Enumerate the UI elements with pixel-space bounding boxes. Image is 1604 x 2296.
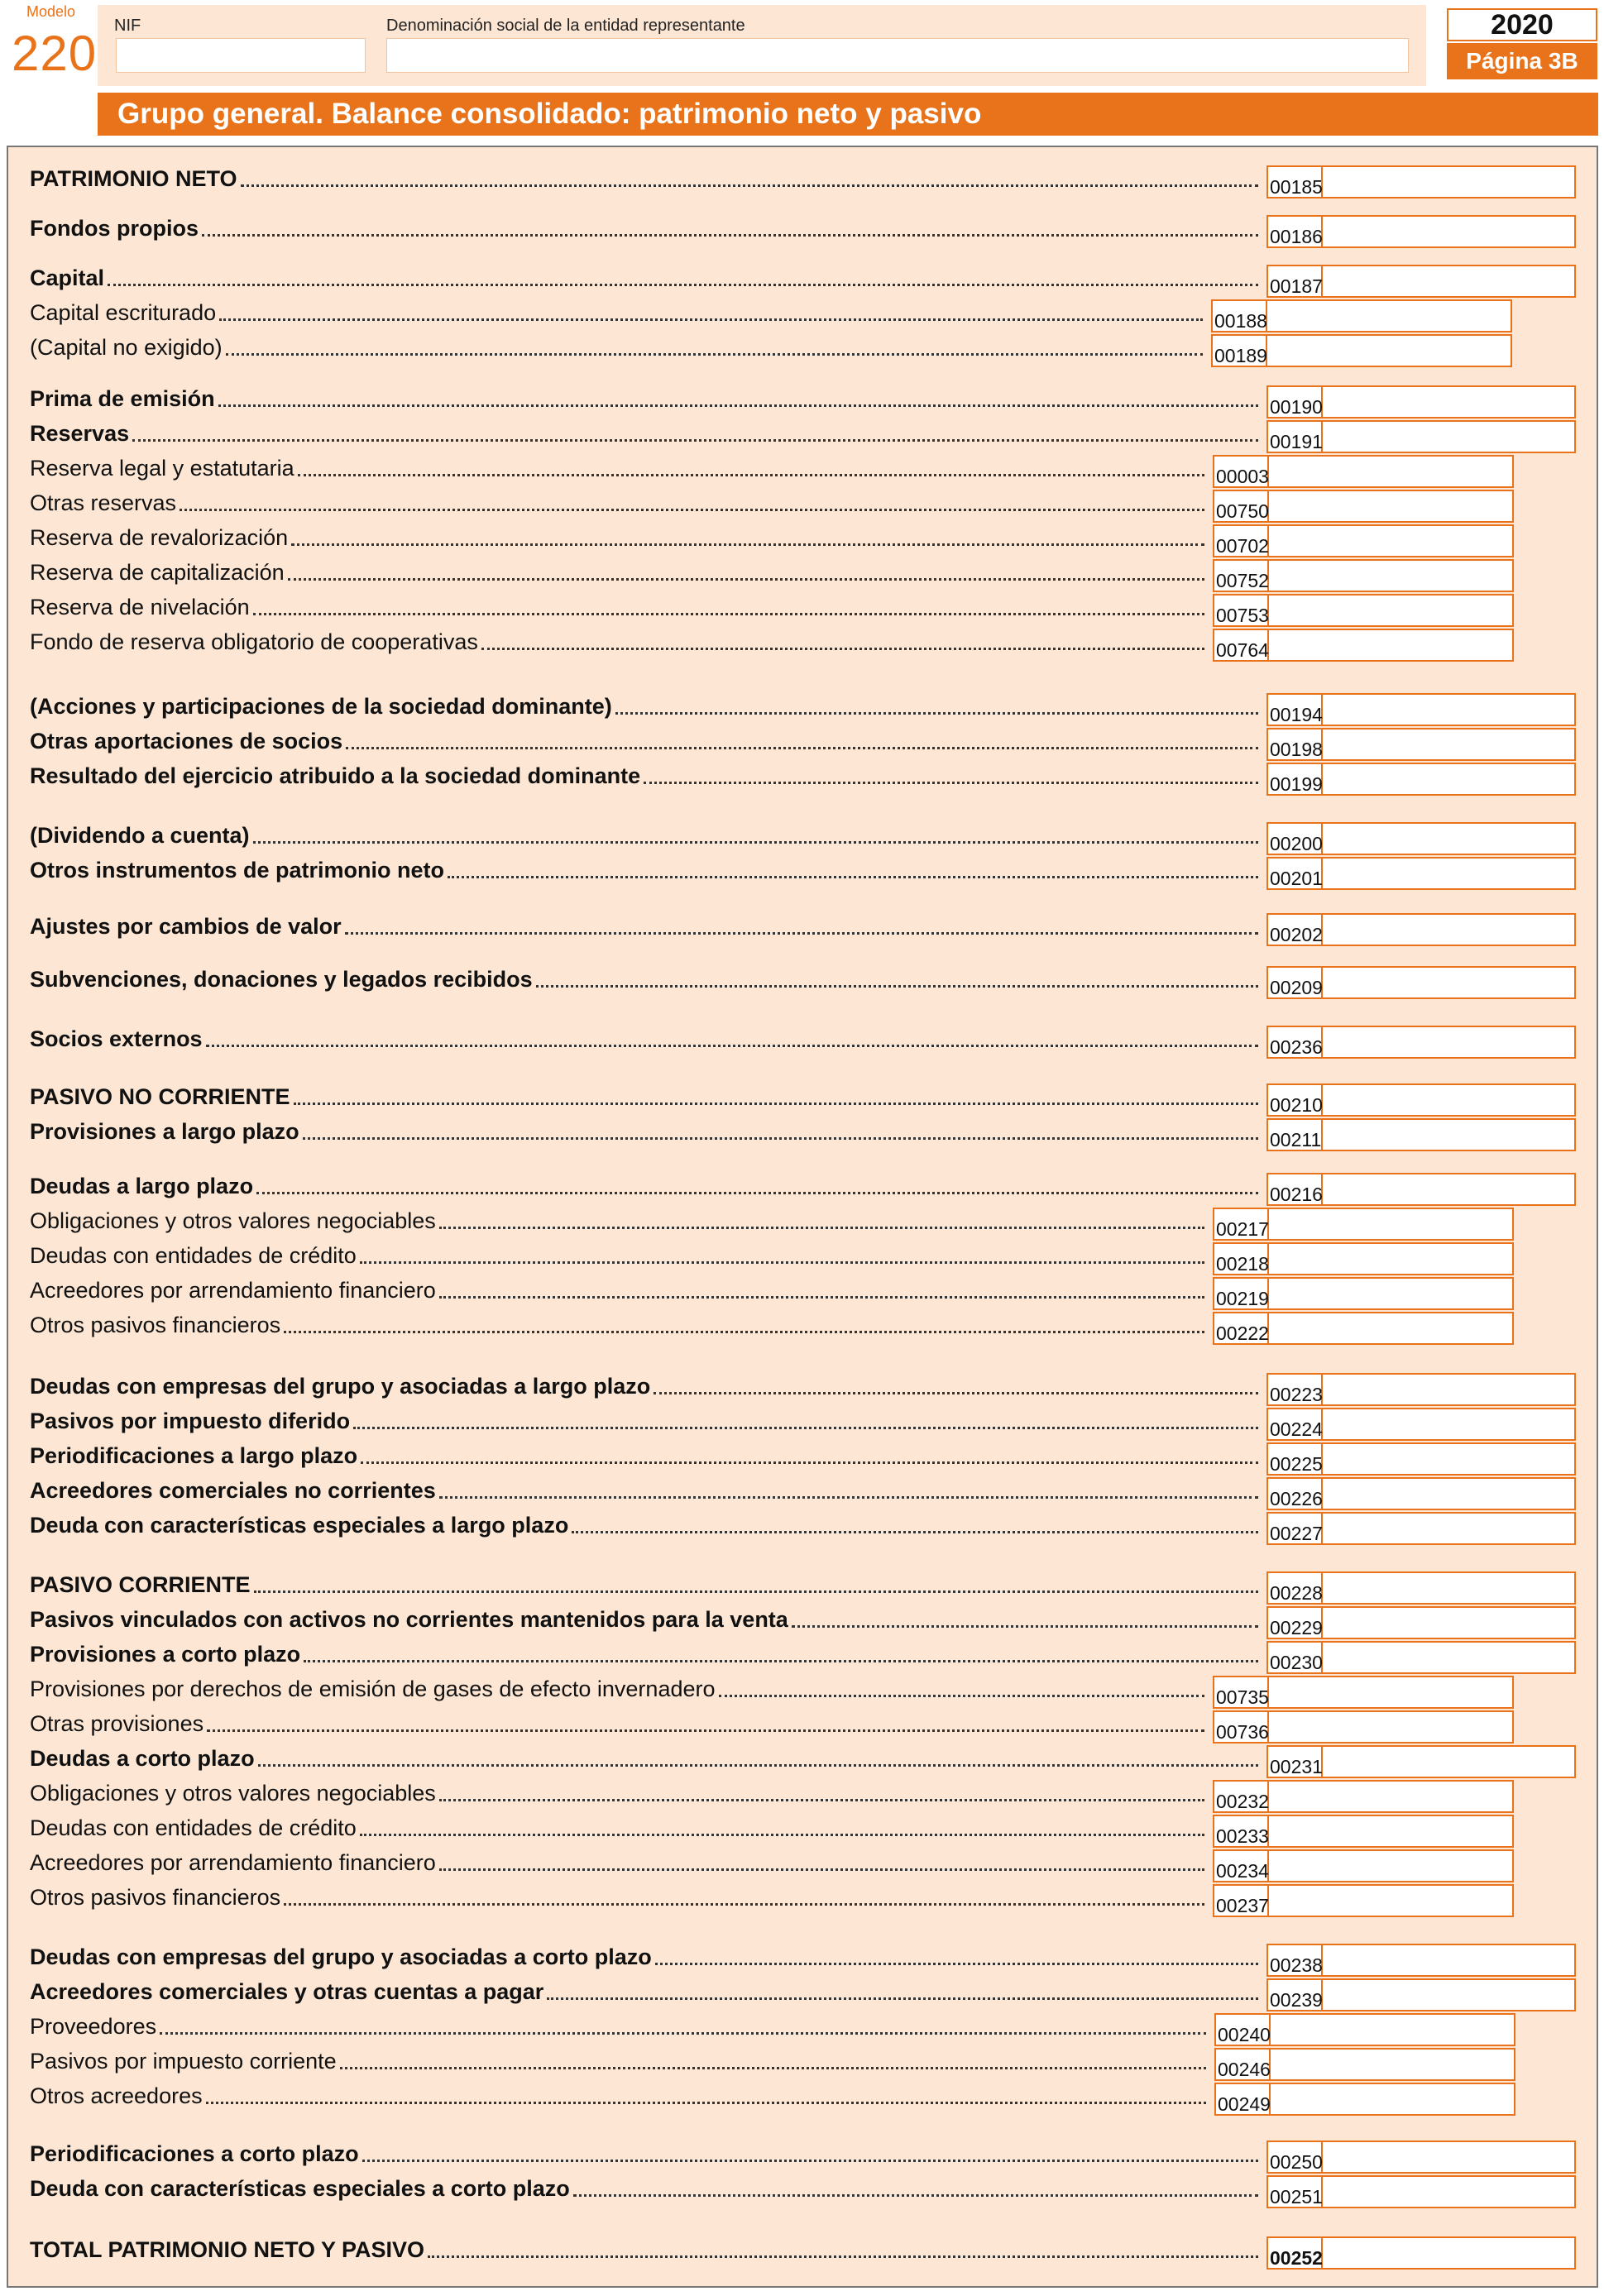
field-00216[interactable] xyxy=(1266,1173,1576,1206)
modelo-label: Modelo xyxy=(26,3,76,20)
row-label-00230 xyxy=(30,1639,1263,1669)
field-00750[interactable] xyxy=(1213,490,1514,523)
row-label-00209 xyxy=(30,964,1263,994)
row-label-00216 xyxy=(30,1171,1263,1201)
field-code: 00191 xyxy=(1268,422,1323,452)
field-00249[interactable] xyxy=(1214,2083,1515,2116)
field-code: 00702 xyxy=(1214,526,1269,556)
field-00230[interactable] xyxy=(1266,1641,1576,1674)
field-code: 00003 xyxy=(1214,457,1269,486)
field-00224[interactable] xyxy=(1266,1408,1576,1441)
dot-leader xyxy=(298,474,1204,476)
dot-leader xyxy=(218,404,1258,407)
field-00227[interactable] xyxy=(1266,1512,1576,1545)
row-label-text: Provisiones por derechos de emisión de gases de efecto invernadero xyxy=(30,1677,716,1701)
field-00194[interactable] xyxy=(1266,693,1576,726)
row-label-text: Subvenciones, donaciones y legados recibidos xyxy=(30,967,533,992)
field-00240[interactable] xyxy=(1214,2013,1515,2046)
field-00231[interactable] xyxy=(1266,1745,1576,1778)
dot-leader xyxy=(655,1963,1258,1965)
dot-leader xyxy=(481,648,1204,650)
dot-leader xyxy=(572,1531,1258,1533)
field-00211[interactable] xyxy=(1266,1118,1576,1151)
field-code: 00750 xyxy=(1214,491,1269,521)
row-label-text: Obligaciones y otros valores negociables xyxy=(30,1208,436,1233)
row-label-00217 xyxy=(30,1206,1209,1236)
row-label-text: Prima de emisión xyxy=(30,386,215,411)
dot-leader xyxy=(654,1392,1258,1394)
row-label-00238 xyxy=(30,1942,1263,1972)
row-label-00246 xyxy=(30,2046,1211,2076)
nif-label: NIF xyxy=(114,17,141,35)
field-code: 00753 xyxy=(1214,596,1269,625)
row-label-00211 xyxy=(30,1117,1263,1146)
field-00218[interactable] xyxy=(1213,1242,1514,1275)
field-code: 00238 xyxy=(1268,1945,1323,1975)
field-00223[interactable] xyxy=(1266,1373,1576,1406)
field-code: 00188 xyxy=(1213,301,1267,331)
field-code: 00251 xyxy=(1268,2177,1323,2207)
row-label-text: Pasivos por impuesto corriente xyxy=(30,2049,337,2074)
field-00735[interactable] xyxy=(1213,1676,1514,1709)
row-label-00003 xyxy=(30,453,1209,483)
dot-leader xyxy=(360,1261,1204,1264)
dot-leader xyxy=(345,932,1258,935)
field-code: 00237 xyxy=(1214,1886,1269,1916)
row-label-00190 xyxy=(30,384,1263,414)
field-00186[interactable] xyxy=(1266,215,1576,248)
row-label-text: Pasivos vinculados con activos no corrientes mantenidos para la venta xyxy=(30,1607,788,1632)
row-label-text: Periodificaciones a corto plazo xyxy=(30,2141,359,2166)
field-00233[interactable] xyxy=(1213,1815,1514,1848)
field-00201[interactable] xyxy=(1266,857,1576,890)
field-00225[interactable] xyxy=(1266,1442,1576,1476)
dot-leader xyxy=(439,1868,1204,1871)
row-label-text: Reserva legal y estatutaria xyxy=(30,456,294,481)
row-label-text: Provisiones a corto plazo xyxy=(30,1642,301,1667)
field-code: 00249 xyxy=(1216,2084,1271,2114)
row-label-text: Socios externos xyxy=(30,1026,203,1051)
row-label-text: (Dividendo a cuenta) xyxy=(30,823,250,848)
field-00252[interactable] xyxy=(1266,2236,1576,2270)
dot-leader xyxy=(108,284,1258,286)
field-code: 00736 xyxy=(1214,1712,1269,1742)
field-00238[interactable] xyxy=(1266,1944,1576,1977)
field-00190[interactable] xyxy=(1266,385,1576,419)
row-label-00191 xyxy=(30,419,1263,448)
row-label-text: Reserva de revalorización xyxy=(30,525,289,550)
dot-leader xyxy=(439,1496,1258,1499)
field-code: 00234 xyxy=(1214,1851,1269,1881)
row-label-text: Deudas a corto plazo xyxy=(30,1746,255,1771)
year-badge: 2020 xyxy=(1447,8,1597,41)
dot-leader xyxy=(284,1331,1204,1333)
field-code: 00198 xyxy=(1268,729,1323,759)
row-label-text: TOTAL PATRIMONIO NETO Y PASIVO xyxy=(30,2237,425,2262)
row-label-text: Fondo de reserva obligatorio de cooperativas xyxy=(30,629,478,654)
field-00222[interactable] xyxy=(1213,1312,1514,1345)
field-code: 00233 xyxy=(1214,1816,1269,1846)
field-code: 00228 xyxy=(1268,1573,1323,1603)
row-label-00231 xyxy=(30,1744,1263,1773)
dot-leader xyxy=(253,841,1258,844)
row-label-text: Periodificaciones a largo plazo xyxy=(30,1443,358,1468)
field-code: 00222 xyxy=(1214,1313,1269,1343)
dot-leader xyxy=(254,1590,1258,1593)
row-label-text: Deudas con empresas del grupo y asociadas a corto plazo xyxy=(30,1944,652,1969)
field-code: 00210 xyxy=(1268,1085,1323,1115)
field-code: 00202 xyxy=(1268,915,1323,945)
row-label-00240 xyxy=(30,2011,1211,2041)
row-label-text: Deudas con entidades de crédito xyxy=(30,1815,357,1840)
dot-leader xyxy=(340,2067,1206,2069)
dot-leader xyxy=(288,578,1204,581)
field-00210[interactable] xyxy=(1266,1083,1576,1117)
field-00226[interactable] xyxy=(1266,1477,1576,1510)
dot-leader xyxy=(202,234,1258,237)
field-code: 00764 xyxy=(1214,630,1269,660)
field-00219[interactable] xyxy=(1213,1277,1514,1310)
field-00200[interactable] xyxy=(1266,822,1576,855)
field-code: 00252 xyxy=(1268,2238,1323,2268)
row-label-text: Proveedores xyxy=(30,2014,157,2039)
row-label-00198 xyxy=(30,726,1263,756)
field-code: 00185 xyxy=(1268,167,1323,197)
dot-leader xyxy=(226,353,1203,356)
row-label-text: Otros acreedores xyxy=(30,2083,203,2108)
row-label-00201 xyxy=(30,855,1263,885)
field-00187[interactable] xyxy=(1266,265,1576,298)
row-label-00251 xyxy=(30,2174,1263,2203)
row-label-text: Ajustes por cambios de valor xyxy=(30,914,342,939)
field-code: 00219 xyxy=(1214,1279,1269,1308)
row-label-00229 xyxy=(30,1605,1263,1634)
row-label-text: Otros instrumentos de patrimonio neto xyxy=(30,858,445,883)
page-title: Grupo general. Balance consolidado: patrimonio neto y pasivo xyxy=(98,93,1598,136)
field-00251[interactable] xyxy=(1266,2175,1576,2208)
row-label-text: Deudas a largo plazo xyxy=(30,1174,254,1198)
dot-leader xyxy=(304,1660,1258,1662)
field-00228[interactable] xyxy=(1266,1571,1576,1605)
field-code: 00199 xyxy=(1268,764,1323,794)
field-00752[interactable] xyxy=(1213,559,1514,592)
row-label-00194 xyxy=(30,691,1263,721)
row-label-00750 xyxy=(30,488,1209,518)
row-label-00225 xyxy=(30,1441,1263,1471)
dot-leader xyxy=(536,985,1258,988)
field-code: 00186 xyxy=(1268,217,1323,246)
row-label-00202 xyxy=(30,911,1263,941)
field-code: 00223 xyxy=(1268,1375,1323,1404)
row-label-text: Reserva de capitalización xyxy=(30,560,285,585)
row-label-text: (Capital no exigido) xyxy=(30,335,223,360)
dot-leader xyxy=(180,509,1204,511)
field-code: 00200 xyxy=(1268,824,1323,854)
dot-leader xyxy=(284,1903,1204,1906)
dot-leader xyxy=(353,1427,1258,1429)
field-00237[interactable] xyxy=(1213,1884,1514,1917)
row-label-00249 xyxy=(30,2081,1211,2111)
dot-leader xyxy=(439,1296,1204,1299)
field-code: 00216 xyxy=(1268,1174,1323,1204)
denominacion-input[interactable] xyxy=(386,38,1409,73)
field-00202[interactable] xyxy=(1266,913,1576,946)
field-code: 00240 xyxy=(1216,2015,1271,2045)
field-code: 00194 xyxy=(1268,695,1323,725)
dot-leader xyxy=(303,1137,1258,1140)
row-label-text: Otras reservas xyxy=(30,490,177,515)
row-label-00219 xyxy=(30,1275,1209,1305)
row-label-text: Otras aportaciones de socios xyxy=(30,729,343,753)
field-00217[interactable] xyxy=(1213,1208,1514,1241)
field-00229[interactable] xyxy=(1266,1606,1576,1639)
field-00764[interactable] xyxy=(1213,629,1514,662)
field-code: 00231 xyxy=(1268,1747,1323,1777)
dot-leader xyxy=(615,712,1258,715)
dot-leader xyxy=(206,1045,1258,1047)
row-label-00222 xyxy=(30,1310,1209,1340)
row-label-text: PATRIMONIO NETO xyxy=(30,166,237,191)
field-code: 00229 xyxy=(1268,1608,1323,1638)
row-label-00234 xyxy=(30,1848,1209,1877)
field-code: 00224 xyxy=(1268,1409,1323,1439)
field-code: 00230 xyxy=(1268,1643,1323,1672)
row-label-00185 xyxy=(30,164,1263,194)
dot-leader xyxy=(439,1799,1204,1801)
row-label-text: Otras provisiones xyxy=(30,1711,204,1736)
field-code: 00236 xyxy=(1268,1027,1323,1057)
row-label-00233 xyxy=(30,1813,1209,1843)
denominacion-label: Denominación social de la entidad representante xyxy=(386,17,745,35)
dot-leader xyxy=(644,782,1258,784)
row-label-text: Otros pasivos financieros xyxy=(30,1313,281,1337)
dot-leader xyxy=(719,1695,1205,1697)
dot-leader xyxy=(439,1227,1204,1229)
field-00736[interactable] xyxy=(1213,1710,1514,1744)
field-00003[interactable] xyxy=(1213,455,1514,488)
field-code: 00735 xyxy=(1214,1677,1269,1707)
modelo-number: 220 xyxy=(12,26,98,81)
dot-leader xyxy=(291,543,1204,546)
field-00189[interactable] xyxy=(1211,334,1512,367)
field-code: 00211 xyxy=(1268,1120,1323,1150)
row-label-text: Reservas xyxy=(30,421,130,446)
row-label-text: Acreedores por arrendamiento financiero xyxy=(30,1278,436,1303)
row-label-00227 xyxy=(30,1510,1263,1540)
dot-leader xyxy=(253,613,1204,615)
field-00198[interactable] xyxy=(1266,728,1576,761)
field-code: 00225 xyxy=(1268,1444,1323,1474)
row-label-text: Deudas con entidades de crédito xyxy=(30,1243,357,1268)
row-label-00736 xyxy=(30,1709,1209,1739)
field-code: 00190 xyxy=(1268,387,1323,417)
row-label-text: PASIVO NO CORRIENTE xyxy=(30,1084,290,1109)
dot-leader xyxy=(573,2194,1258,2197)
page-badge: Página 3B xyxy=(1447,43,1597,79)
row-label-text: (Acciones y participaciones de la sociedad dominante) xyxy=(30,694,612,719)
dot-leader xyxy=(256,1192,1258,1194)
dot-leader xyxy=(428,2255,1258,2258)
field-00191[interactable] xyxy=(1266,420,1576,453)
field-00188[interactable] xyxy=(1211,299,1512,332)
row-label-00735 xyxy=(30,1674,1209,1704)
field-00753[interactable] xyxy=(1213,594,1514,627)
dot-leader xyxy=(362,2160,1258,2162)
row-label-text: Capital xyxy=(30,265,105,290)
field-code: 00246 xyxy=(1216,2050,1271,2079)
field-code: 00250 xyxy=(1268,2142,1323,2172)
field-code: 00189 xyxy=(1213,336,1267,366)
dot-leader xyxy=(258,1764,1258,1767)
field-code: 00239 xyxy=(1268,1980,1323,2010)
field-code: 00752 xyxy=(1214,561,1269,591)
row-label-00232 xyxy=(30,1778,1209,1808)
row-label-text: Capital escriturado xyxy=(30,300,217,325)
dot-leader xyxy=(792,1625,1258,1628)
nif-input[interactable] xyxy=(116,38,366,73)
field-00246[interactable] xyxy=(1214,2048,1515,2081)
row-label-00187 xyxy=(30,263,1263,293)
dot-leader xyxy=(207,1729,1204,1732)
field-code: 00201 xyxy=(1268,859,1323,888)
row-label-00218 xyxy=(30,1241,1209,1270)
field-00185[interactable] xyxy=(1266,165,1576,199)
field-code: 00209 xyxy=(1268,968,1323,997)
row-label-text: Pasivos por impuesto diferido xyxy=(30,1409,351,1433)
row-label-00189 xyxy=(30,332,1208,362)
row-label-text: Reserva de nivelación xyxy=(30,595,250,619)
row-label-text: Acreedores comerciales no corrientes xyxy=(30,1478,436,1503)
row-label-00223 xyxy=(30,1371,1263,1401)
row-label-00228 xyxy=(30,1570,1263,1600)
row-label-00186 xyxy=(30,213,1263,243)
dot-leader xyxy=(160,2032,1206,2035)
field-00234[interactable] xyxy=(1213,1849,1514,1882)
row-label-00252 xyxy=(30,2235,1263,2265)
field-code: 00218 xyxy=(1214,1244,1269,1274)
row-label-00210 xyxy=(30,1082,1263,1112)
field-00702[interactable] xyxy=(1213,524,1514,557)
dot-leader xyxy=(448,876,1258,878)
row-label-00224 xyxy=(30,1406,1263,1436)
field-code: 00232 xyxy=(1214,1782,1269,1811)
dot-leader xyxy=(294,1103,1258,1105)
row-label-text: Acreedores comerciales y otras cuentas a pagar xyxy=(30,1979,544,2004)
row-label-00236 xyxy=(30,1024,1263,1054)
row-label-00702 xyxy=(30,523,1209,552)
field-code: 00187 xyxy=(1268,266,1323,296)
dot-leader xyxy=(360,1834,1204,1836)
row-label-text: Resultado del ejercicio atribuido a la sociedad dominante xyxy=(30,763,641,788)
row-label-00250 xyxy=(30,2139,1263,2169)
row-label-00237 xyxy=(30,1882,1209,1912)
dot-leader xyxy=(547,1997,1258,2000)
row-label-text: Deuda con características especiales a corto plazo xyxy=(30,2176,570,2201)
dot-leader xyxy=(219,318,1203,321)
row-label-00199 xyxy=(30,761,1263,791)
row-label-00752 xyxy=(30,557,1209,587)
row-label-00753 xyxy=(30,592,1209,622)
field-00250[interactable] xyxy=(1266,2141,1576,2174)
dot-leader xyxy=(346,747,1258,749)
field-00239[interactable] xyxy=(1266,1978,1576,2011)
field-00236[interactable] xyxy=(1266,1026,1576,1059)
row-label-text: Acreedores por arrendamiento financiero xyxy=(30,1850,436,1875)
field-code: 00227 xyxy=(1268,1514,1323,1543)
field-code: 00226 xyxy=(1268,1479,1323,1509)
field-00209[interactable] xyxy=(1266,966,1576,999)
row-label-00239 xyxy=(30,1977,1263,2007)
row-label-text: Deuda con características especiales a largo plazo xyxy=(30,1513,569,1538)
row-label-text: Otros pasivos financieros xyxy=(30,1885,281,1910)
row-label-text: Provisiones a largo plazo xyxy=(30,1119,299,1144)
row-label-00200 xyxy=(30,820,1263,850)
row-label-00226 xyxy=(30,1476,1263,1505)
row-label-00188 xyxy=(30,298,1208,328)
field-00199[interactable] xyxy=(1266,763,1576,796)
row-label-text: Deudas con empresas del grupo y asociadas a largo plazo xyxy=(30,1374,651,1399)
row-label-text: Fondos propios xyxy=(30,216,199,241)
row-label-text: Obligaciones y otros valores negociables xyxy=(30,1781,436,1806)
field-code: 00217 xyxy=(1214,1209,1269,1239)
dot-leader xyxy=(132,439,1258,442)
row-label-text: PASIVO CORRIENTE xyxy=(30,1572,251,1597)
field-00232[interactable] xyxy=(1213,1780,1514,1813)
dot-leader xyxy=(241,184,1258,187)
dot-leader xyxy=(206,2102,1206,2104)
dot-leader xyxy=(361,1461,1258,1464)
row-label-00764 xyxy=(30,627,1209,657)
